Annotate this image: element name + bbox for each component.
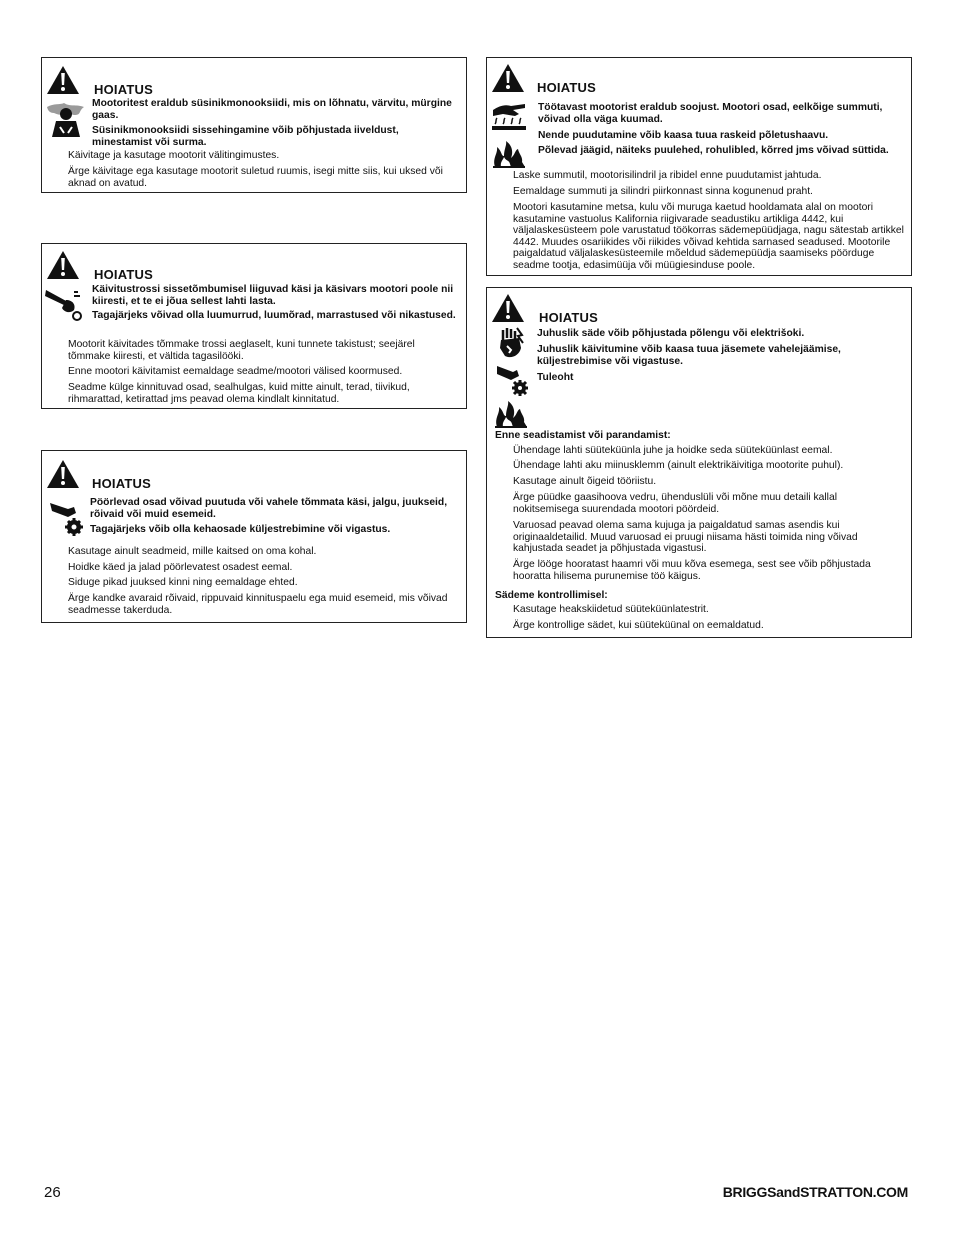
warning-box-recoil-kickback: [41, 243, 467, 409]
warning-triangle-icon: [46, 250, 80, 280]
body-text-1: Käivitage ja kasutage mootorit välitingimustes.: [68, 150, 280, 161]
body-text-1: Mootorit käivitades tõmmake trossi aeglaselt, kuni tunnete takistust; seejärel tõmmake kiiresti, et vältida tagasilööki.: [68, 339, 415, 362]
bold-text-2: Süsinikmonooksiidi sissehingamine võib põhjustada iiveldust, minestamist või surma.: [92, 125, 399, 148]
body-text-2: Eemaldage summuti ja silindri piirkonnast sinna kogunenud praht.: [513, 186, 813, 197]
warning-box-carbon-monoxide: [41, 57, 467, 193]
website-url: BRIGGSandSTRATTON.COM: [722, 1184, 908, 1200]
body-text-1: Laske summutil, mootorisilindril ja ribidel enne puudutamist jahtuda.: [513, 170, 822, 181]
bold-text-1: Käivitustrossi sissetõmbumisel liiguvad käsi ja käsivars mootori poole nii kiiresti, et te ei jõua sellest lahti lasta.: [92, 284, 454, 307]
hot-surface-icon: [491, 100, 527, 134]
body-text-8: Ärge kontrollige sädet, kui süüteküünal on eemaldatud.: [513, 620, 764, 631]
body-text-3: Kasutage ainult õigeid tööriistu.: [513, 476, 657, 487]
body-text-3: Siduge pikad juuksed kinni ning eemaldage ehted.: [68, 577, 298, 588]
body-text-2: Ärge käivitage ega kasutage mootorit suletud ruumis, isegi mitte siis, kui uksed või aknad on avatud.: [68, 166, 443, 189]
warning-title: HOIATUS: [539, 310, 598, 325]
body-text-7: Kasutage heakskiidetud süüteküünlatestrit.: [513, 604, 709, 615]
amputation-icon: [495, 362, 531, 398]
entanglement-icon: [48, 497, 88, 539]
bold-text-1: Juhuslik säde võib põhjustada põlengu või elektrišoki.: [537, 328, 805, 339]
body-text-4: Ärge kandke avaraid rõivaid, rippuvaid kinnituspaelu ega muid esemeid, mis võivad seadmesse takerduda.: [68, 593, 448, 616]
warning-box-rotating-parts: [41, 450, 467, 623]
warning-title: HOIATUS: [94, 267, 153, 282]
fire-icon: [492, 140, 526, 168]
kickback-icon: [44, 284, 84, 324]
warning-triangle-icon: [46, 459, 80, 489]
body-text-1: Kasutage ainult seadmeid, mille kaitsed on oma kohal.: [68, 546, 317, 557]
bold-text-2: Tagajärjeks võivad olla luumurrud, luumõrad, marrastused või nikastused.: [92, 310, 456, 321]
bold-text-1: Töötavast mootorist eraldub soojust. Mootori osad, eelkõige summuti, võivad olla väga kuumad.: [538, 102, 883, 125]
bold-text-1: Mootoritest eraldub süsinikmonooksiidi, mis on lõhnatu, värvitu, mürgine gaas.: [92, 98, 452, 121]
warning-triangle-icon: [491, 293, 525, 323]
section-heading-before-adjusting: Enne seadistamist või parandamist:: [495, 430, 671, 441]
electric-shock-icon: [497, 326, 525, 360]
page-number: 26: [44, 1184, 61, 1201]
warning-box-hot-surface: [486, 57, 912, 276]
bold-text-3: Põlevad jäägid, näiteks puulehed, rohulibled, kõrred jms võivad süttida.: [538, 145, 889, 156]
warning-title: HOIATUS: [92, 476, 151, 491]
bold-text-2: Tagajärjeks võib olla kehaosade küljestrebimine või vigastus.: [90, 524, 391, 535]
bold-text-2: Nende puudutamine võib kaasa tuua raskeid põletushaavu.: [538, 130, 829, 141]
section-heading-spark-testing: Sädeme kontrollimisel:: [495, 590, 608, 601]
fire-icon: [494, 400, 528, 428]
warning-title: HOIATUS: [537, 80, 596, 95]
warning-box-accidental-spark: [486, 287, 912, 638]
body-text-3: Mootori kasutamine metsa, kulu või muruga kaetud hooldamata alal on mootori kasutamine vastuolus Kalifornia riigivarade seadustiku artikliga 4442, kui väljalaskesüsteem pole varustatud töökorras sädemepüüdjaga, nagu sätestab artikkel 4442. Muudes osariikides või riikides võivad kehtida sarnased seadused. Mootorile paigaldatud väljalaskesüsteemile mõeldud sädemepüüdja saamiseks pöörduge seadme tootja, edasimüüja või müügiesinduse poole.: [513, 202, 904, 271]
body-text-3: Seadme külge kinnituvad osad, sealhulgas, kuid mitte ainult, terad, tiivikud, rihmarattad, ketirattad jms peavad olema kindlalt kinnitatud.: [68, 382, 410, 405]
bold-text-2: Juhuslik käivitumine võib kaasa tuua jäsemete vahelejäämise, küljestrebimise või vigastuse.: [537, 344, 841, 367]
body-text-1: Ühendage lahti süüteküünla juhe ja hoidke seda süüteküünlast eemal.: [513, 445, 833, 456]
warning-title: HOIATUS: [94, 82, 153, 97]
body-text-5: Varuosad peavad olema sama kujuga ja paigaldatud samas asendis kui originaaldetailid. Muud varuosad ei pruugi niisama hästi toimida ning võivad kahjustada seadet ja põhjustada vigastusi.: [513, 520, 858, 554]
body-text-2: Ühendage lahti aku miinusklemm (ainult elektrikäivitiga mootorite puhul).: [513, 460, 844, 471]
body-text-6: Ärge lööge hooratast haamri või muu kõva esemega, sest see võib põhjustada hooratta hilisema purunemise töö käigus.: [513, 559, 871, 582]
bold-text-3: Tuleoht: [537, 372, 574, 383]
toxic-gas-icon: [46, 101, 86, 139]
body-text-4: Ärge püüdke gaasihoova vedru, ühenduslüli või mõne muu detaili kallal nokitsemisega suurendada mootori pöördeid.: [513, 492, 837, 515]
warning-triangle-icon: [46, 65, 80, 95]
body-text-2: Hoidke käed ja jalad pöörlevatest osadest eemal.: [68, 562, 293, 573]
warning-triangle-icon: [491, 63, 525, 93]
body-text-2: Enne mootori käivitamist eemaldage seadme/mootori välised koormused.: [68, 366, 403, 377]
bold-text-1: Pöörlevad osad võivad puutuda või vahele tõmmata käsi, jalgu, juukseid, rõivaid või muid esemeid.: [90, 497, 448, 520]
